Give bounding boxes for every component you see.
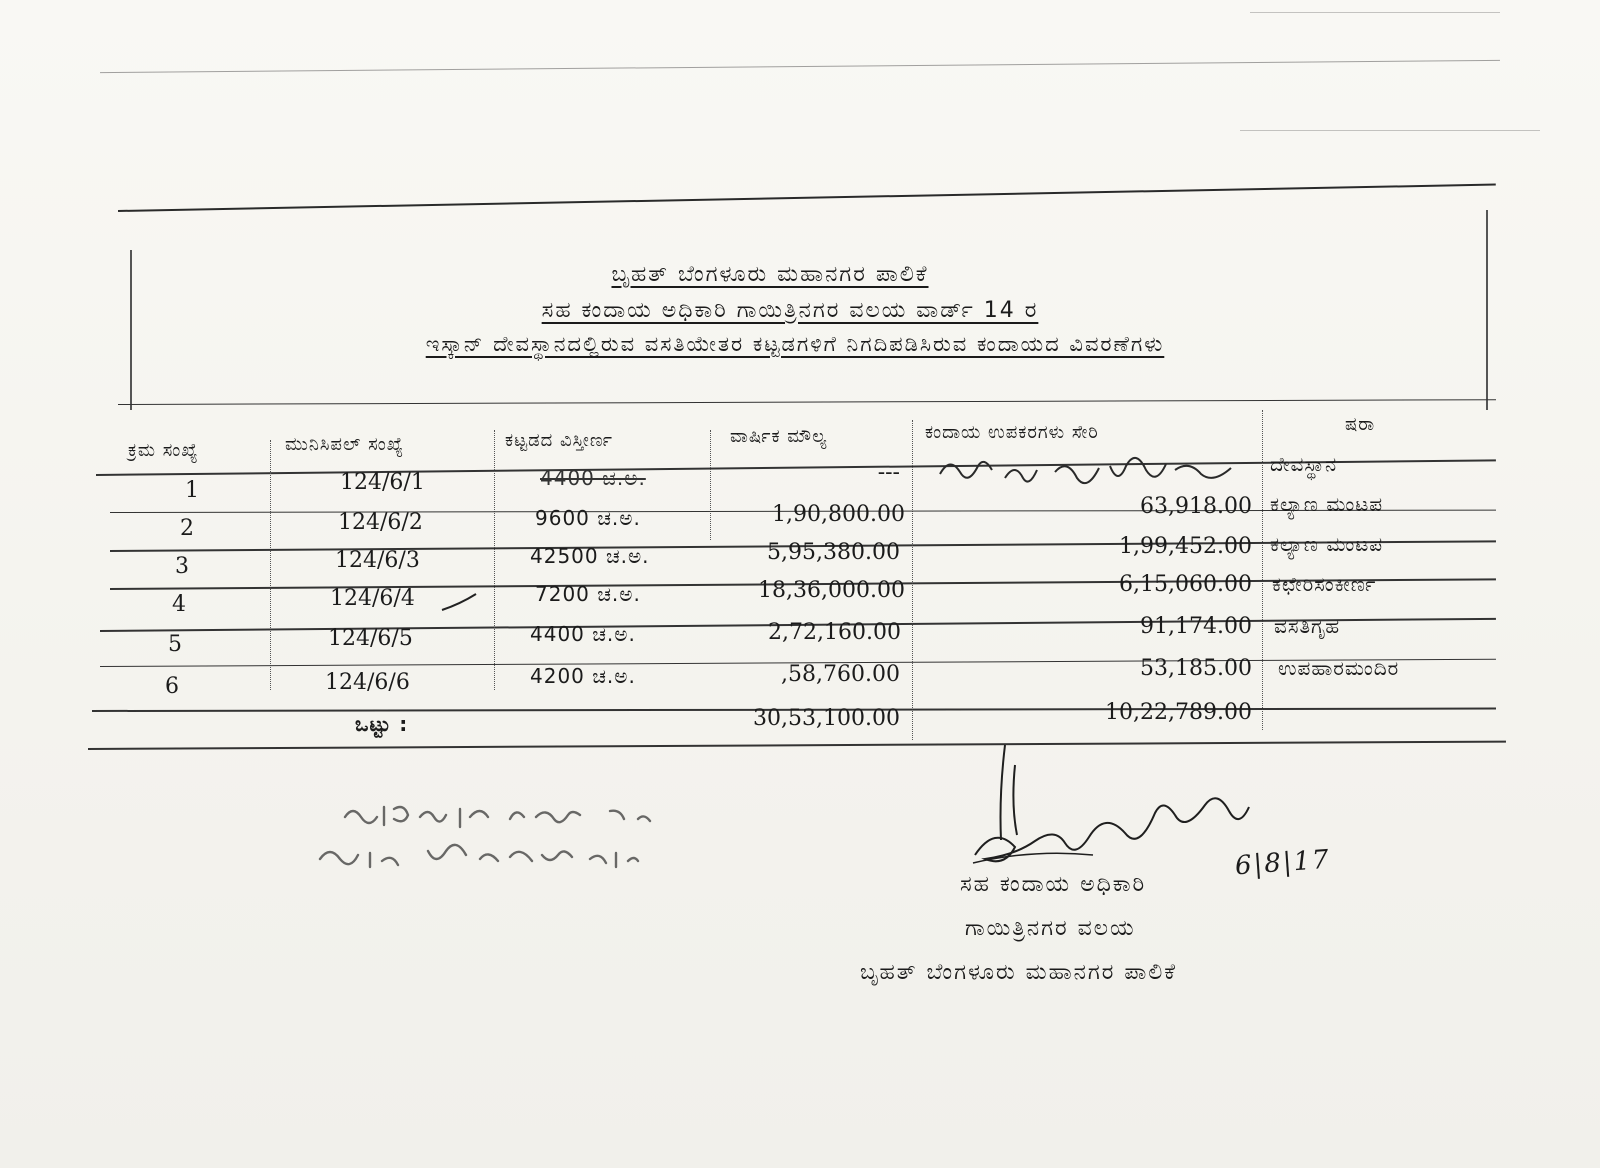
cell-remarks: ಕಛೇರಿಸಂಕೀರ್ಣ — [1272, 572, 1377, 596]
cell-municipal-no: 124/6/4 — [330, 586, 415, 611]
cell-building-area: 7200 ಚ.ಅ. — [535, 582, 641, 606]
cell-sl-no: 6 — [165, 674, 179, 699]
cell-remarks: ದೇವಸ್ಥಾನ — [1270, 452, 1338, 476]
handwritten-note — [935, 452, 1245, 492]
cell-remarks: ಉಪಹಾರಮಂದಿರ — [1278, 656, 1400, 680]
cell-sl-no: 4 — [172, 592, 186, 617]
cell-sl-no: 2 — [180, 516, 194, 541]
signatory-zone: ಗಾಯಿತ್ರಿನಗರ ವಲಯ — [965, 916, 1136, 941]
tick-mark — [440, 590, 480, 614]
cell-building-area: 9600 ಚ.ಅ. — [535, 506, 641, 530]
cell-annual-value: 18,36,000.00 — [758, 578, 905, 603]
total-label: ಒಟ್ಟು : — [355, 712, 409, 736]
cell-tax-amount: 6,15,060.00 — [1119, 572, 1252, 597]
cell-municipal-no: 124/6/2 — [338, 510, 423, 535]
column-header-sl-no: ಕ್ರಮ ಸಂಖ್ಯೆ — [128, 440, 199, 461]
document-title-subject: ಇಸ್ಕಾನ್ ದೇವಸ್ಥಾನದಲ್ಲಿರುವ ವಸತಿಯೇತರ ಕಟ್ಟಡಗಳಿಗೆ ನಿಗದಿಪಡಿಸಿರುವ ಕಂದಾಯದ ವಿವರಣೆಗಳು — [425, 332, 1165, 356]
cell-municipal-no: 124/6/3 — [335, 548, 420, 573]
cell-tax-amount: 1,99,452.00 — [1119, 534, 1252, 559]
column-header-annual-value: ವಾರ್ಷಿಕ ಮೌಲ್ಯ — [730, 426, 828, 447]
document-title-org: ಬೃಹತ್ ಬೆಂಗಳೂರು ಮಹಾನಗರ ಪಾಲಿಕೆ — [611, 262, 929, 287]
cell-municipal-no: 124/6/1 — [340, 470, 425, 495]
cell-annual-value: 1,90,800.00 — [772, 502, 905, 527]
cell-tax-amount: 63,918.00 — [1140, 494, 1252, 519]
column-header-remarks: ಷರಾ — [1345, 414, 1376, 435]
cell-building-area: 42500 ಚ.ಅ. — [530, 544, 650, 568]
signatory-designation: ಸಹ ಕಂದಾಯ ಅಧಿಕಾರಿ — [960, 872, 1147, 897]
column-header-building-area: ಕಟ್ಟಡದ ವಿಸ್ತೀರ್ಣ — [505, 430, 613, 451]
column-separator — [270, 440, 272, 690]
cell-remarks: ವಸತಿಗೃಹ — [1274, 614, 1341, 638]
document-title-office: ಸಹ ಕಂದಾಯ ಅಧಿಕಾರಿ ಗಾಯಿತ್ರಿನಗರ ವಲಯ ವಾರ್ಡ್ 14 ರ — [541, 298, 1039, 323]
rti-stamp — [310, 795, 710, 885]
scan-edge-line — [100, 60, 1500, 73]
scan-edge-line — [1240, 130, 1540, 131]
cell-remarks: ಕಲ್ಯಾಣ ಮಂಟಪ — [1270, 532, 1384, 556]
column-header-tax-incl-cess: ಕಂದಾಯ ಉಪಕರಗಳು ಸೇರಿ — [925, 422, 1099, 443]
column-header-municipal-no: ಮುನಿಸಿಪಲ್ ಸಂಖ್ಯೆ — [285, 434, 405, 455]
cell-building-area: 4200 ಚ.ಅ. — [530, 664, 636, 688]
total-tax-amount: 10,22,789.00 — [1105, 700, 1252, 725]
column-separator — [1262, 410, 1264, 730]
cell-building-area: 4400 ಚ.ಅ. — [540, 466, 646, 490]
cell-annual-value: --- — [877, 460, 900, 485]
cell-annual-value: 5,95,380.00 — [767, 540, 900, 565]
cell-annual-value: ,58,760.00 — [781, 662, 900, 687]
cell-sl-no: 3 — [175, 554, 189, 579]
column-separator — [912, 420, 914, 740]
cell-tax-amount: 91,174.00 — [1140, 614, 1252, 639]
cell-sl-no: 1 — [185, 478, 199, 503]
signature-date: 6|8|17 — [1234, 844, 1332, 882]
cell-sl-no: 5 — [168, 632, 182, 657]
cell-municipal-no: 124/6/5 — [328, 626, 413, 651]
cell-municipal-no: 124/6/6 — [325, 670, 410, 695]
cell-building-area: 4400 ಚ.ಅ. — [530, 622, 636, 646]
cell-remarks: ಕಲ್ಯಾಣ ಮಂಟಪ — [1270, 492, 1384, 516]
column-separator — [710, 430, 712, 540]
signatory-organization: ಬೃಹತ್ ಬೆಂಗಳೂರು ಮಹಾನಗರ ಪಾಲಿಕೆ — [860, 960, 1178, 985]
scan-edge-line — [1250, 12, 1500, 13]
cell-tax-amount: 53,185.00 — [1140, 656, 1252, 681]
total-annual-value: 30,53,100.00 — [753, 706, 900, 731]
cell-annual-value: 2,72,160.00 — [768, 620, 901, 645]
column-separator — [494, 430, 496, 690]
